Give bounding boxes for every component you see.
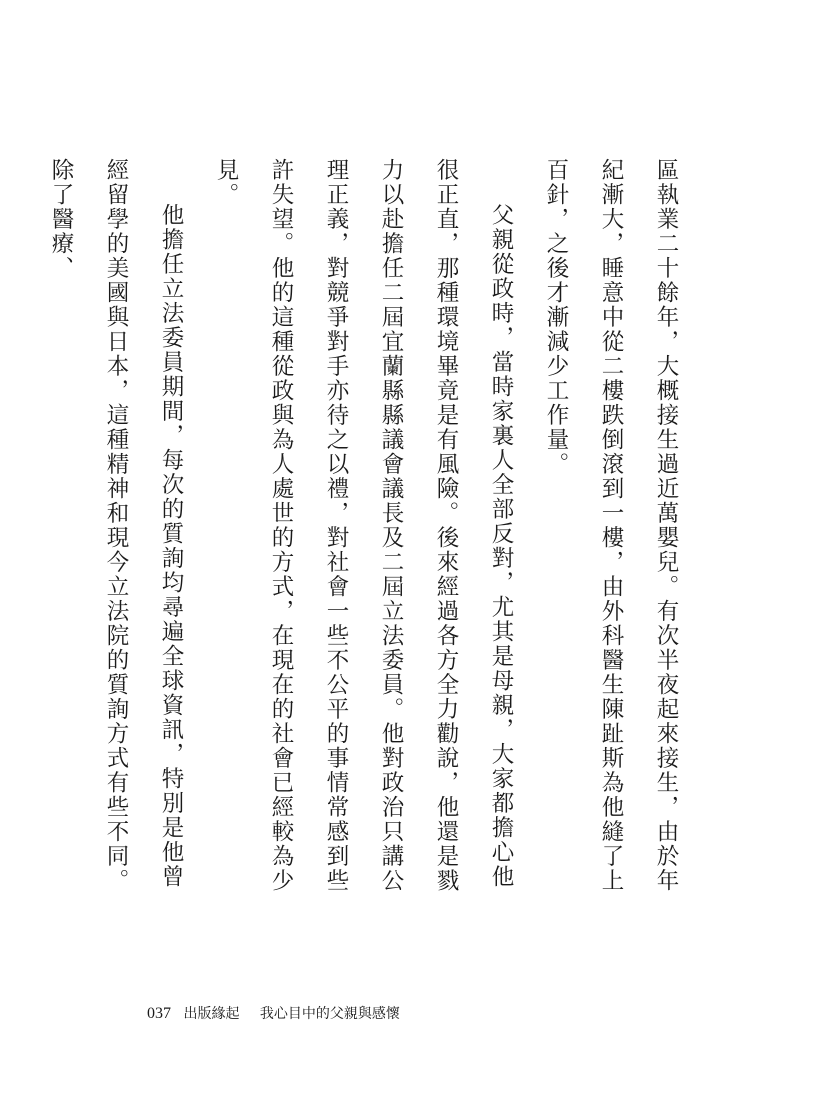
page-footer	[147, 1003, 400, 1023]
paragraph-1: 區執業二十餘年，大概接生過近萬嬰兒。有次半夜起來接生，由於年紀漸大，睡意中從二樓跌倒滾到一樓，由外科醫生陳趾斯為他縫了上百針，之後才漸減少工作量。	[543, 158, 679, 893]
chapter-title: 我心目中的父親與感懷	[259, 1006, 400, 1022]
section-title: 出版緣起	[183, 1006, 240, 1022]
paragraph-3: 他擔任立法委員期間，每次的質詢均尋遍全球資訊，特別是他曾經留學的美國與日本，這種精神和現今立法院的質詢方式有些不同。除了醫療、	[48, 158, 184, 893]
paragraph-2: 父親從政時，當時家裏人全部反對，尤其是母親，大家都擔心他很正直，那種環境畢竟是有風險。後來經過各方全力勸說，他還是戮力以赴擔任二屆宜蘭縣縣議會議長及二屆立法委員。他對政治只講公理正義，對競爭對手亦待之以禮，對社會一些不公平的事情常感到些許失望。他的這種從政與為人處世的方式，在現在的社會已經較為少見。	[213, 158, 514, 893]
body-text	[33, 158, 693, 898]
page-number: 037	[147, 1005, 171, 1022]
